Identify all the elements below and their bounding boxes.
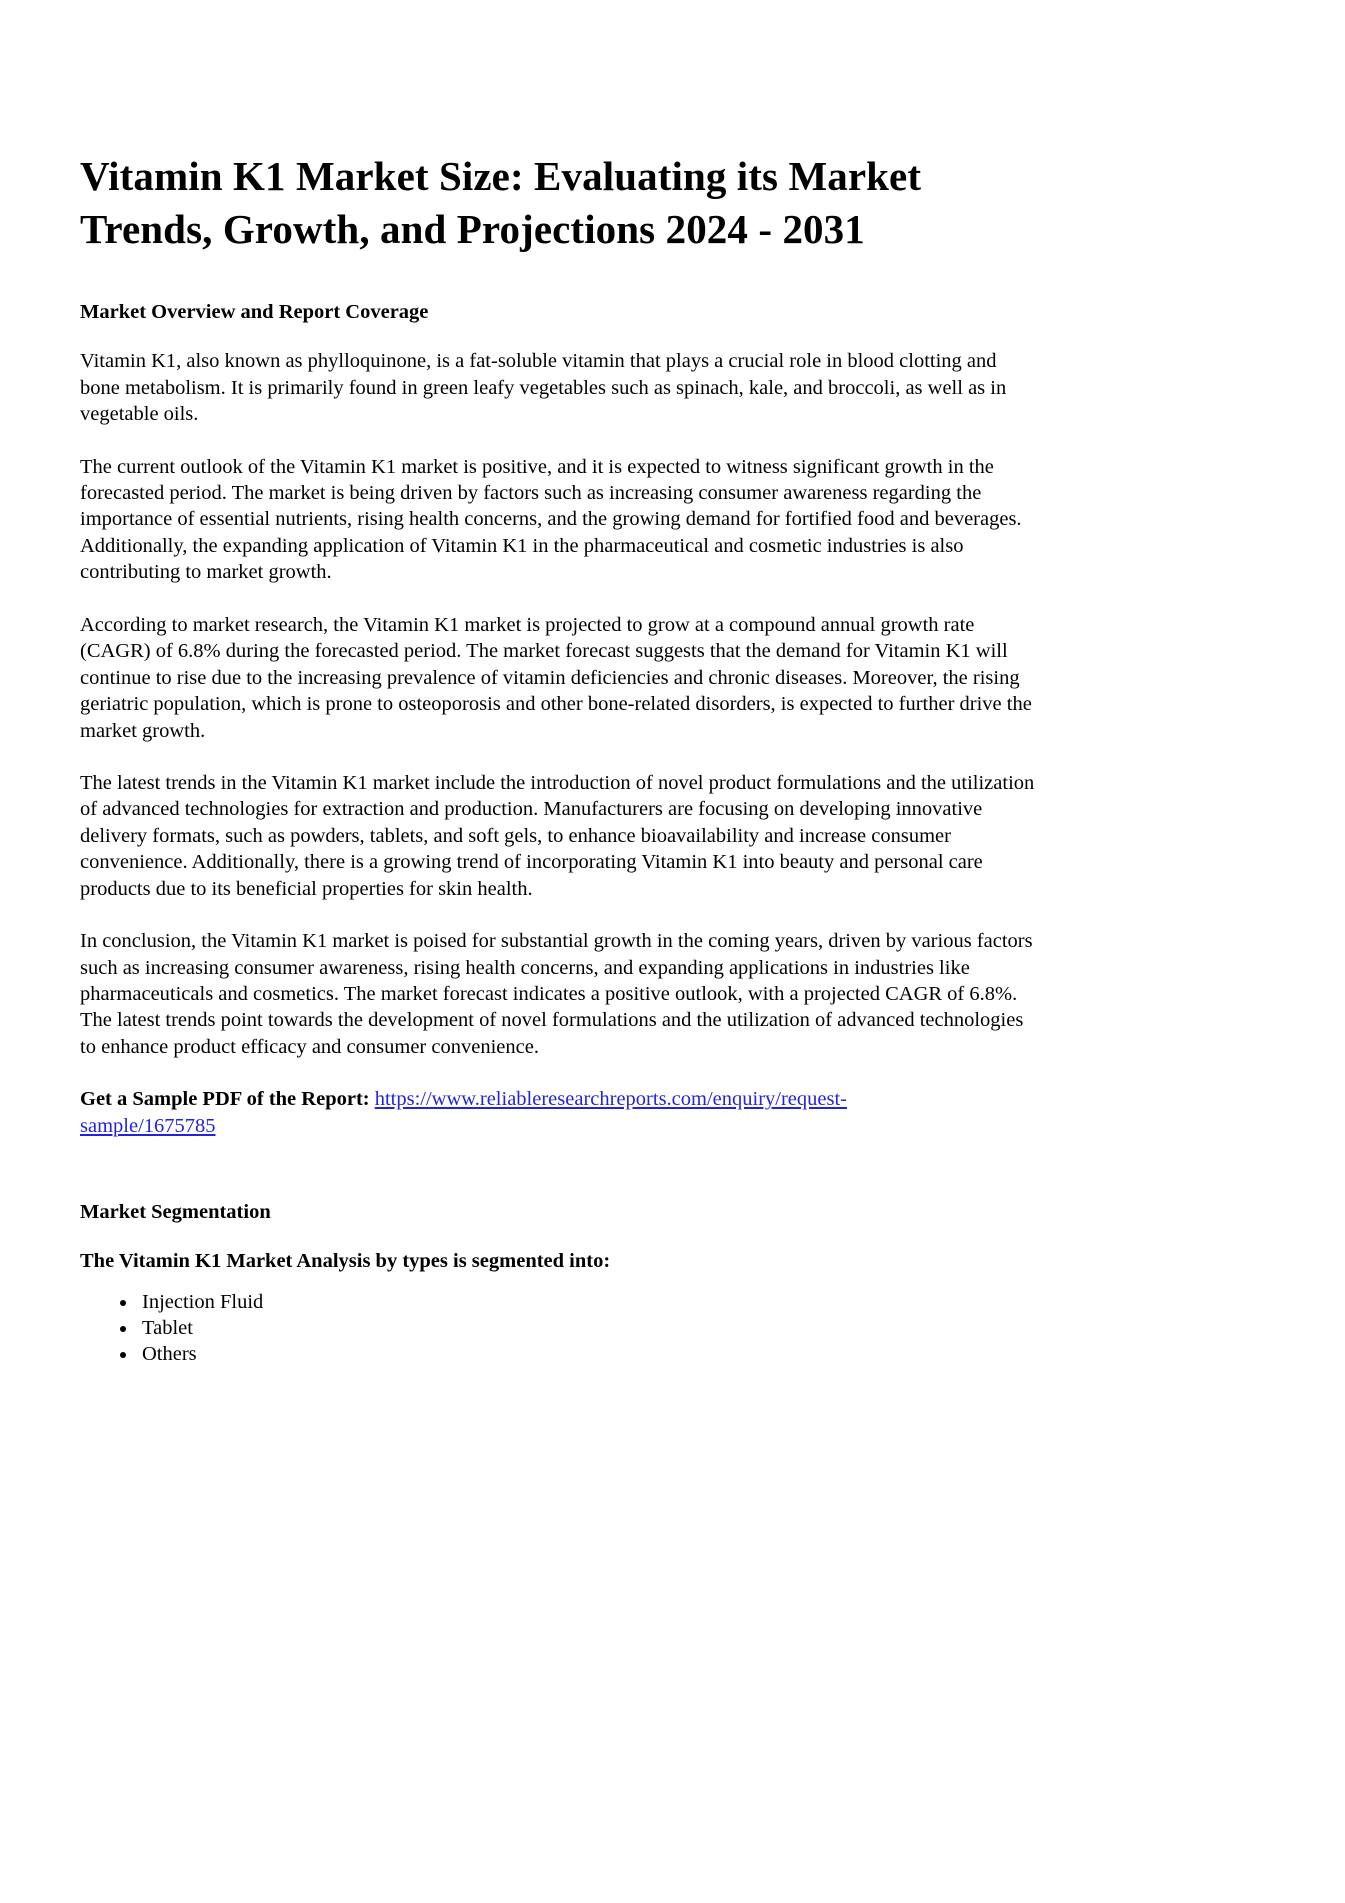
paragraph-cagr: According to market research, the Vitamin K1 market is projected to grow at a compound annual growth rate (CAGR) of 6.8% during the forecasted period. The market forecast suggests that the demand for Vitamin K1 will continue to rise due to the increasing prevalence of vitamin deficiencies and chronic diseases. Moreover, the rising geriatric population, which is prone to osteoporosis and other bone-related disorders, is expected to further drive the market growth. bbox=[80, 613, 1032, 742]
paragraph-trends: The latest trends in the Vitamin K1 market include the introduction of novel product formulations and the utilization of advanced technologies for extraction and production. Manufacturers are focusing on developing innovative delivery formats, such as powders, tablets, and soft gels, to enhance bioavailability and increase consumer convenience. Additionally, there is a growing trend of incorporating Vitamin K1 into beauty and personal care products due to its beneficial properties for skin health. bbox=[80, 771, 1035, 900]
list-item: • Injection Fluid bbox=[138, 1289, 1245, 1315]
segmentation-type-list bbox=[80, 1289, 1245, 1367]
list-item: • Others bbox=[138, 1341, 1245, 1367]
market-overview-heading: Market Overview and Report Coverage bbox=[80, 300, 429, 323]
paragraph-definition: Vitamin K1, also known as phylloquinone, is a fat-soluble vitamin that plays a crucial role in blood clotting and bone metabolism. It is primarily found in green leafy vegetables such as spinach, kale, and broccoli, as well as in vegetable oils. bbox=[80, 350, 1007, 426]
list-item: • Tablet bbox=[138, 1315, 1245, 1341]
sample-pdf-link[interactable]: https://www.reliableresearchreports.com/enquiry/request-sample/1675785 bbox=[80, 1088, 847, 1137]
section-spacer bbox=[80, 1139, 1245, 1201]
sample-pdf-label: Get a Sample PDF of the Report: bbox=[80, 1088, 370, 1111]
sample-pdf-block bbox=[80, 1086, 980, 1139]
paragraph-outlook: The current outlook of the Vitamin K1 market is positive, and it is expected to witness significant growth in the forecasted period. The market is being driven by factors such as increasing consumer awareness regarding the importance of essential nutrients, rising health concerns, and the growing demand for fortified food and beverages. Additionally, the expanding application of Vitamin K1 in the pharmaceutical and cosmetic industries is also contributing to market growth. bbox=[80, 455, 1022, 584]
paragraph-conclusion: In conclusion, the Vitamin K1 market is poised for substantial growth in the coming years, driven by various factors such as increasing consumer awareness, rising health concerns, and expanding applications in industries like pharmaceuticals and cosmetics. The market forecast indicates a positive outlook, with a projected CAGR of 6.8%. The latest trends point towards the development of novel formulations and the utilization of advanced technologies to enhance product efficacy and consumer convenience. bbox=[80, 930, 1033, 1058]
segmentation-types-intro: The Vitamin K1 Market Analysis by types is segmented into: bbox=[80, 1250, 611, 1273]
market-segmentation-heading: Market Segmentation bbox=[80, 1201, 271, 1224]
page-title: Vitamin K1 Market Size: Evaluating its Market Trends, Growth, and Projections 2024 - 2031 bbox=[80, 153, 922, 253]
